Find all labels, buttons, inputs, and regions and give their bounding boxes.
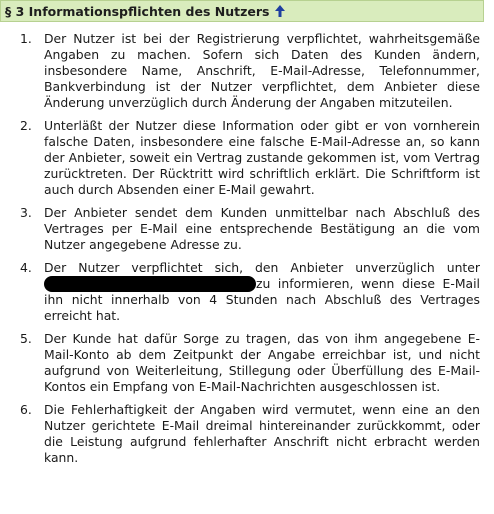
clause-text: Der Nutzer ist bei der Registrierung verpflichtet, wahrheitsgemäße Angaben zu machen. Sofern sich Daten des Kunden ändern, insbesondere Name, Anschrift, E-Mail-Adresse, Telefonnummer, Bankverbindung ist der Nutzer verpflichtet, dem Anbieter diese Änderung unverzüglich durch Änderung der Angaben mitzuteilen.: [44, 31, 480, 110]
section-title: § 3 Informationspflichten des Nutzers: [5, 3, 270, 19]
clause-number: 3.: [20, 205, 32, 220]
clause-number: 4.: [20, 260, 32, 275]
clause-number: 6.: [20, 402, 32, 417]
clause-item: [0, 402, 494, 466]
clause-text: Der Anbieter sendet dem Kunden unmittelbar nach Abschluß des Vertrages per E-Mail eine entsprechende Bestätigung an die vom Nutzer angegebene Adresse zu.: [44, 205, 480, 252]
clause-item: [0, 331, 494, 395]
clause-item: [0, 118, 494, 198]
clause-item: [0, 31, 494, 111]
clause-text-after: zu informieren, wenn diese E-Mail ihn nicht innerhalb von 4 Stunden nach Abschluß des Vertrages erreicht hat.: [44, 276, 480, 323]
clause-text: Der Kunde hat dafür Sorge zu tragen, das von ihm angegebene E-Mail-Konto ab dem Zeitpunkt der Angabe erreichbar ist, und nicht aufgrund von Weiterleitung, Stillegung oder Überfüllung des E-Mail-Kontos ein Empfang von E-Mail-Nachrichten ausgeschlossen ist.: [44, 331, 480, 394]
section-header: [0, 0, 484, 22]
redacted-contact: [44, 276, 256, 292]
clause-number: 1.: [20, 31, 32, 46]
clause-number: 5.: [20, 331, 32, 346]
clause-text: Die Fehlerhaftigkeit der Angaben wird vermutet, wenn eine an den Nutzer gerichtete E-Mail dreimal hintereinander zurückkommt, oder die Leistung aufgrund fehlerhafter Anschrift nicht erbracht werden kann.: [44, 402, 480, 465]
clause-text-before: Der Nutzer verpflichtet sich, den Anbieter unverzüglich unter: [44, 260, 480, 275]
arrow-up-icon[interactable]: [275, 5, 285, 17]
clause-text: Unterläßt der Nutzer diese Information oder gibt er von vornherein falsche Daten, insbesondere eine falsche E-Mail-Adresse an, so kann der Anbieter, soweit ein Vertrag zustande gekommen ist, vom Vertrag zurücktreten. Der Rücktritt wird schriftlich erklärt. Die Schriftform ist auch durch Absenden einer E-Mail gewahrt.: [44, 118, 480, 197]
clause-item: [0, 260, 494, 324]
clause-item: [0, 205, 494, 253]
clause-number: 2.: [20, 118, 32, 133]
clause-list: [0, 31, 494, 473]
